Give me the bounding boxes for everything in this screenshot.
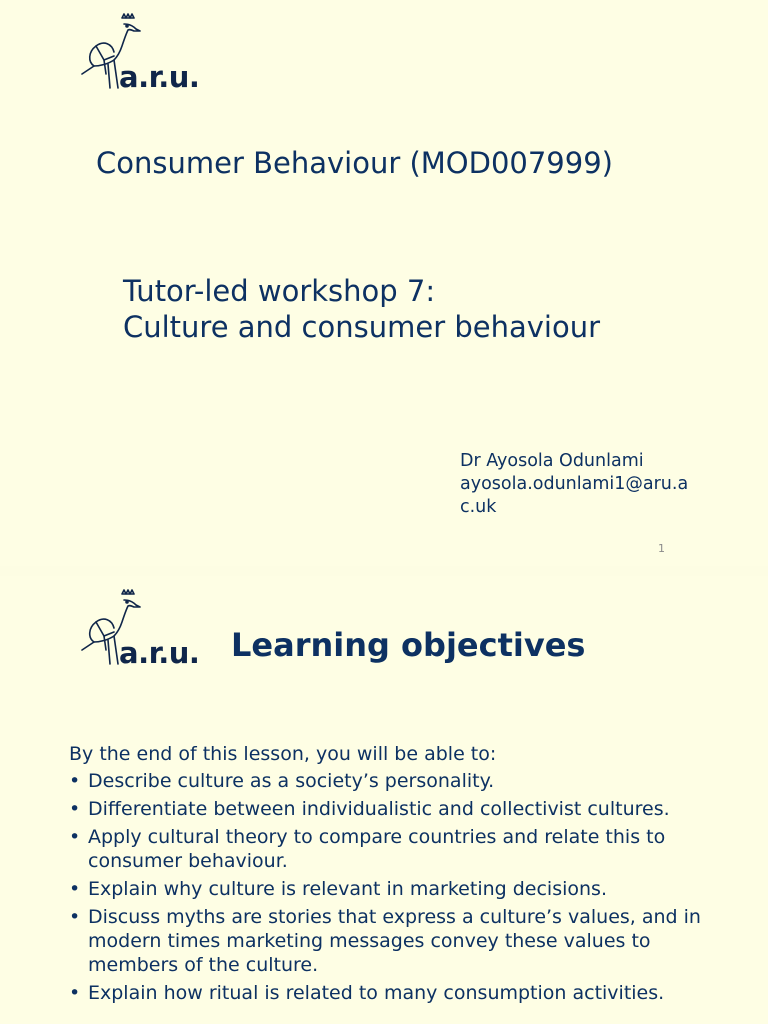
list-item: • Describe culture as a society’s personality. — [69, 769, 729, 793]
learning-objectives-slide — [0, 576, 768, 1024]
list-item: • Apply cultural theory to compare countries and relate this to consumer behaviour. — [69, 825, 729, 873]
course-title: Consumer Behaviour (MOD007999) — [96, 146, 613, 180]
aru-logo — [78, 12, 198, 96]
objectives-list — [69, 769, 729, 1009]
list-item: • Discuss myths are stories that express a culture’s values, and in modern times marketing messages convey these values to members of the culture. — [69, 905, 729, 977]
objectives-intro: By the end of this lesson, you will be able to: — [69, 743, 497, 765]
list-item: • Explain how ritual is related to many consumption activities. — [69, 981, 729, 1005]
aru-logo — [78, 588, 198, 672]
list-item: • Differentiate between individualistic and collectivist cultures. — [69, 797, 729, 821]
slide-title: Learning objectives — [231, 626, 586, 664]
tutor-email-line-1: ayosola.odunlami1@aru.a — [460, 474, 689, 494]
workshop-title — [123, 273, 600, 345]
tutor-name: Dr Ayosola Odunlami — [460, 451, 644, 471]
logo-text: a.r.u. — [119, 636, 200, 670]
workshop-line-1: Tutor-led workshop 7: — [123, 274, 436, 308]
page-number: 1 — [658, 542, 665, 555]
tutor-email-line-2: c.uk — [460, 497, 497, 517]
tutor-contact — [460, 450, 720, 519]
list-item: • Explain why culture is relevant in marketing decisions. — [69, 877, 729, 901]
logo-text: a.r.u. — [119, 60, 200, 94]
workshop-line-2: Culture and consumer behaviour — [123, 310, 601, 344]
